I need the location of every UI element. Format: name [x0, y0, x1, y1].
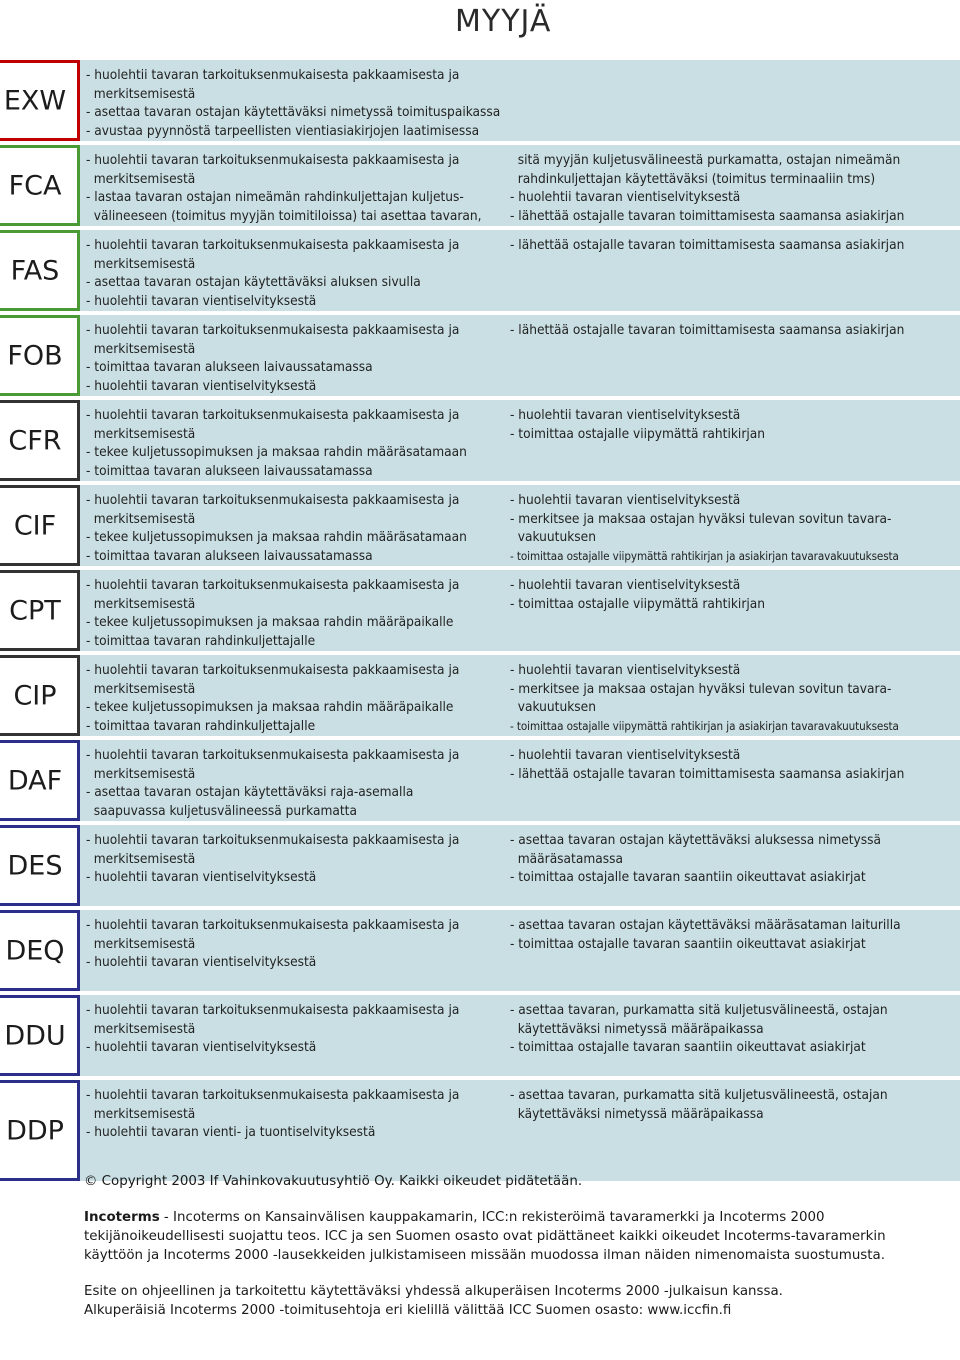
obligation-line: - huolehtii tavaran tarkoituksenmukaisesta pakkaamisesta ja — [86, 407, 460, 423]
usage-note: Esite on ohjeellinen ja tarkoitettu käytettäväksi yhdessä alkuperäisen Incoterms 2000 -julkaisun kanssa. — [84, 1284, 783, 1299]
obligation-line: - toimittaa ostajalle tavaran saantiin oikeuttavat asiakirjat — [510, 869, 866, 886]
copyright-text: © Copyright 2003 If Vahinkovakuutusyhtiö Oy. Kaikki oikeudet pidätetään. — [84, 1174, 583, 1189]
obligation-line: käytettäväksi nimetyssä määräpaikassa — [510, 1020, 764, 1037]
seller-obligations-right — [510, 406, 960, 443]
obligation-line: - merkitsee ja maksaa ostajan hyväksi tulevan sovitun tavara- — [510, 680, 892, 697]
incoterms-text: - Incoterms on Kansainvälisen kauppakamarin, ICC:n rekisteröimä tavaramerkki ja Incoterms 2000 tekijänoikeudellisesti suojattu teos. ICC ja sen Suomen osasto ovat pidättäneet kaikki oikeudet Incoterms-tavaramerkin käyttöön ja Incoterms 2000 -lausekkeiden julkistamiseen missään muodossa ilman näiden nimenomaista suostumusta. — [84, 1210, 886, 1263]
term-row-fas — [0, 230, 960, 315]
term-code-box — [0, 400, 80, 481]
obligation-line: merkitsemisestä — [86, 425, 196, 442]
obligation-line: - toimittaa tavaran alukseen laivaussatamassa — [86, 547, 373, 564]
obligation-line: - huolehtii tavaran vientiselvityksestä — [510, 577, 741, 593]
term-description-panel — [80, 570, 960, 651]
term-description-panel — [80, 825, 960, 906]
seller-obligations-left — [86, 916, 506, 972]
seller-obligations-right — [510, 151, 960, 225]
obligation-line: merkitsemisestä — [86, 510, 196, 527]
obligation-line: - tekee kuljetussopimuksen ja maksaa rahdin määräpaikalle — [86, 699, 454, 716]
term-description-panel — [80, 485, 960, 566]
obligation-line: merkitsemisestä — [86, 340, 196, 357]
obligation-line: vakuutuksen — [510, 699, 596, 716]
term-row-cfr — [0, 400, 960, 485]
obligation-line: - lähettää ostajalle tavaran toimittamisesta saamansa asiakirjan — [510, 207, 905, 224]
obligation-line: - huolehtii tavaran vientiselvityksestä — [510, 662, 741, 678]
seller-obligations-left — [86, 1086, 506, 1142]
obligation-line: - toimittaa ostajalle tavaran saantiin oikeuttavat asiakirjat — [510, 935, 866, 952]
obligation-line: - huolehtii tavaran vienti- ja tuontiselvityksestä — [86, 1124, 376, 1141]
term-description-panel — [80, 230, 960, 311]
obligation-line: merkitsemisestä — [86, 850, 196, 867]
term-description-panel — [80, 145, 960, 226]
page-title: MYYJÄ — [455, 4, 552, 39]
incoterms-bold: Incoterms — [84, 1210, 160, 1225]
obligation-line: - lähettää ostajalle tavaran toimittamisesta saamansa asiakirjan — [510, 322, 905, 338]
obligation-line: - merkitsee ja maksaa ostajan hyväksi tulevan sovitun tavara- — [510, 510, 892, 527]
seller-obligations-right — [510, 746, 960, 783]
term-description-panel — [80, 1080, 960, 1181]
term-description-panel — [80, 315, 960, 396]
term-code: CFR — [8, 425, 62, 456]
term-code: FCA — [8, 170, 62, 201]
term-code-box — [0, 655, 80, 736]
seller-obligations-right — [510, 661, 960, 735]
obligation-line: merkitsemisestä — [86, 680, 196, 697]
seller-obligations-left — [86, 831, 506, 887]
obligation-line: - huolehtii tavaran tarkoituksenmukaisesta pakkaamisesta ja — [86, 237, 460, 253]
obligation-line: - tekee kuljetussopimuksen ja maksaa rahdin määräsatamaan — [86, 529, 467, 546]
term-code: CIF — [13, 510, 57, 541]
term-row-fob — [0, 315, 960, 400]
obligation-line: - huolehtii tavaran vientiselvityksestä — [86, 1039, 317, 1056]
seller-obligations-left — [86, 661, 506, 735]
obligation-line: - lastaa tavaran ostajan nimeämän rahdinkuljettajan kuljetus- — [86, 189, 464, 206]
term-description-panel — [80, 910, 960, 991]
term-code-box — [0, 230, 80, 311]
obligation-line: - tekee kuljetussopimuksen ja maksaa rahdin määräsatamaan — [86, 444, 467, 461]
term-code: DAF — [7, 765, 63, 796]
term-code: DEQ — [5, 935, 65, 966]
footer — [84, 1172, 944, 1320]
term-row-cip — [0, 655, 960, 740]
source-note: Alkuperäisiä Incoterms 2000 -toimitusehtoja eri kielillä välittää ICC Suomen osasto: www.iccfin.fi — [84, 1303, 732, 1318]
obligation-line: - asettaa tavaran, purkamatta sitä kuljetusvälineestä, ostajan — [510, 1087, 888, 1103]
term-code-box — [0, 825, 80, 906]
obligation-line: - asettaa tavaran ostajan käytettäväksi määräsataman laiturilla — [510, 917, 901, 933]
obligation-line: - toimittaa ostajalle viipymättä rahtikirjan — [510, 425, 765, 442]
term-code-box — [0, 1080, 80, 1181]
seller-obligations-left — [86, 746, 506, 820]
seller-obligations-right — [510, 491, 960, 565]
term-row-daf — [0, 740, 960, 825]
seller-obligations-left — [86, 321, 506, 395]
obligation-line: - tekee kuljetussopimuksen ja maksaa rahdin määräpaikalle — [86, 614, 454, 631]
term-description-panel — [80, 400, 960, 481]
obligation-line: - huolehtii tavaran tarkoituksenmukaisesta pakkaamisesta ja — [86, 492, 460, 508]
obligation-line: - toimittaa tavaran alukseen laivaussatamassa — [86, 462, 373, 479]
obligation-line: - asettaa tavaran ostajan käytettäväksi aluksen sivulla — [86, 274, 421, 291]
obligation-line: - huolehtii tavaran vientiselvityksestä — [510, 407, 741, 423]
term-code: CIP — [13, 680, 57, 711]
term-code: FOB — [7, 340, 63, 371]
term-description-panel — [80, 740, 960, 821]
obligation-line: - huolehtii tavaran tarkoituksenmukaisesta pakkaamisesta ja — [86, 322, 460, 338]
term-code-box — [0, 995, 80, 1076]
obligation-line: - huolehtii tavaran tarkoituksenmukaisesta pakkaamisesta ja — [86, 662, 460, 678]
seller-obligations-left — [86, 1001, 506, 1057]
term-description-panel — [80, 60, 960, 141]
seller-obligations-right — [510, 916, 960, 953]
term-code: DDU — [4, 1020, 66, 1051]
obligation-line: - huolehtii tavaran tarkoituksenmukaisesta pakkaamisesta ja — [86, 747, 460, 763]
term-row-cif — [0, 485, 960, 570]
obligation-line: rahdinkuljettajan käytettäväksi (toimitus terminaaliin tms) — [510, 170, 876, 187]
obligation-line: - huolehtii tavaran tarkoituksenmukaisesta pakkaamisesta ja — [86, 917, 460, 933]
seller-obligations-right — [510, 236, 960, 255]
seller-obligations-right — [510, 1086, 960, 1123]
seller-obligations-left — [86, 66, 506, 140]
term-code-box — [0, 60, 80, 141]
incoterms-note — [84, 1208, 944, 1265]
term-code-box — [0, 910, 80, 991]
obligation-line: - huolehtii tavaran tarkoituksenmukaisesta pakkaamisesta ja — [86, 152, 460, 168]
obligation-line: - toimittaa tavaran rahdinkuljettajalle — [86, 632, 316, 649]
obligation-line: merkitsemisestä — [86, 1020, 196, 1037]
obligation-line: merkitsemisestä — [86, 595, 196, 612]
seller-obligations-right — [510, 321, 960, 340]
term-description-panel — [80, 655, 960, 736]
term-code-box — [0, 740, 80, 821]
term-code-box — [0, 315, 80, 396]
term-row-deq — [0, 910, 960, 995]
term-code: EXW — [3, 85, 67, 116]
obligation-line: - huolehtii tavaran tarkoituksenmukaisesta pakkaamisesta ja — [86, 67, 460, 83]
seller-obligations-left — [86, 576, 506, 650]
obligation-line: - lähettää ostajalle tavaran toimittamisesta saamansa asiakirjan — [510, 237, 905, 253]
term-description-panel — [80, 995, 960, 1076]
obligation-line: - huolehtii tavaran vientiselvityksestä — [86, 292, 317, 309]
obligation-line: - huolehtii tavaran vientiselvityksestä — [86, 869, 317, 886]
obligation-line: merkitsemisestä — [86, 170, 196, 187]
term-code-box — [0, 570, 80, 651]
seller-obligations-right — [510, 1001, 960, 1057]
term-row-cpt — [0, 570, 960, 655]
seller-obligations-left — [86, 236, 506, 310]
obligation-line: merkitsemisestä — [86, 255, 196, 272]
obligation-line: sitä myyjän kuljetusvälineestä purkamatta, ostajan nimeämän — [510, 152, 901, 168]
obligation-line: - asettaa tavaran ostajan käytettäväksi nimetyssä toimituspaikassa — [86, 104, 501, 121]
term-row-ddu — [0, 995, 960, 1080]
obligation-line: - huolehtii tavaran tarkoituksenmukaisesta pakkaamisesta ja — [86, 1002, 460, 1018]
obligation-line: saapuvassa kuljetusvälineessä purkamatta — [86, 802, 357, 819]
obligation-line: - avustaa pyynnöstä tarpeellisten vientiasiakirjojen laatimisessa — [86, 122, 480, 139]
obligation-line: - huolehtii tavaran vientiselvityksestä — [86, 954, 317, 971]
term-row-fca — [0, 145, 960, 230]
obligation-line: merkitsemisestä — [86, 85, 196, 102]
obligation-line: käytettäväksi nimetyssä määräpaikassa — [510, 1105, 764, 1122]
obligation-line: vakuutuksen — [510, 529, 596, 546]
seller-obligations-left — [86, 491, 506, 565]
term-code: DES — [7, 850, 63, 881]
seller-obligations-left — [86, 151, 506, 225]
seller-obligations-right — [510, 576, 960, 613]
term-row-exw — [0, 60, 960, 145]
obligation-line: - toimittaa ostajalle tavaran saantiin oikeuttavat asiakirjat — [510, 1039, 866, 1056]
obligation-line: - toimittaa ostajalle viipymättä rahtikirjan — [510, 595, 765, 612]
obligation-line: - lähettää ostajalle tavaran toimittamisesta saamansa asiakirjan — [510, 765, 905, 782]
obligation-line: merkitsemisestä — [86, 765, 196, 782]
term-row-des — [0, 825, 960, 910]
obligation-line: - asettaa tavaran ostajan käytettäväksi aluksessa nimetyssä — [510, 832, 882, 848]
obligation-line-small: - toimittaa ostajalle viipymättä rahtikirjan ja asiakirjan tavaravakuutuksesta — [510, 548, 899, 563]
term-code: CPT — [9, 595, 61, 626]
term-code-box — [0, 485, 80, 566]
obligation-line: määräsatamassa — [510, 850, 623, 867]
seller-obligations-right — [510, 831, 960, 887]
obligation-line-small: - toimittaa ostajalle viipymättä rahtikirjan ja asiakirjan tavaravakuutuksesta — [510, 718, 899, 733]
obligation-line: - huolehtii tavaran tarkoituksenmukaisesta pakkaamisesta ja — [86, 1087, 460, 1103]
term-code-box — [0, 145, 80, 226]
term-row-ddp — [0, 1080, 960, 1185]
obligation-line: - toimittaa tavaran alukseen laivaussatamassa — [86, 359, 373, 376]
obligation-line: - asettaa tavaran, purkamatta sitä kuljetusvälineestä, ostajan — [510, 1002, 888, 1018]
obligation-line: - huolehtii tavaran tarkoituksenmukaisesta pakkaamisesta ja — [86, 577, 460, 593]
obligation-line: - huolehtii tavaran vientiselvityksestä — [86, 377, 317, 394]
obligation-line: merkitsemisestä — [86, 1105, 196, 1122]
obligation-line: - huolehtii tavaran vientiselvityksestä — [510, 492, 741, 508]
obligation-line: - asettaa tavaran ostajan käytettäväksi raja-asemalla — [86, 784, 414, 801]
obligation-line: - huolehtii tavaran vientiselvityksestä — [510, 747, 741, 763]
obligation-line: - huolehtii tavaran tarkoituksenmukaisesta pakkaamisesta ja — [86, 832, 460, 848]
term-code: DDP — [6, 1115, 64, 1146]
obligation-line: - toimittaa tavaran rahdinkuljettajalle — [86, 717, 316, 734]
obligation-line: välineeseen (toimitus myyjän toimitiloissa) tai asettaa tavaran, — [86, 207, 482, 224]
term-code: FAS — [10, 255, 60, 286]
seller-obligations-left — [86, 406, 506, 480]
obligation-line: merkitsemisestä — [86, 935, 196, 952]
obligation-line: - huolehtii tavaran vientiselvityksestä — [510, 189, 741, 206]
